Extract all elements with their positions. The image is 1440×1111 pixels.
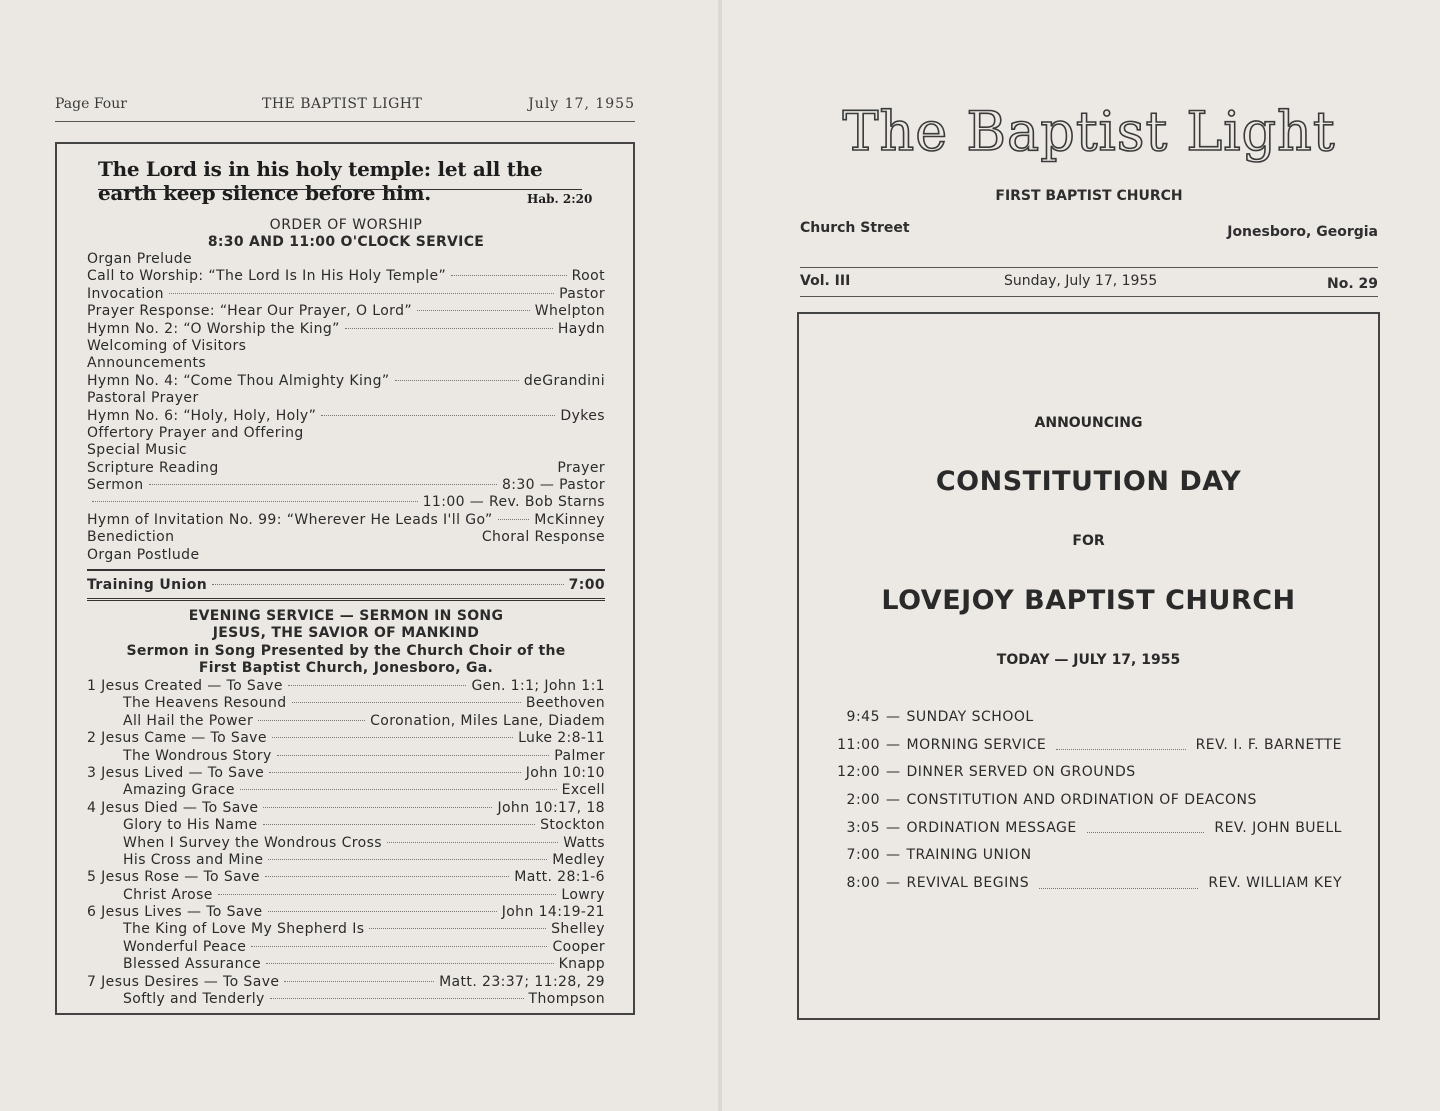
song-item [87, 800, 605, 817]
issue-rule-bottom [800, 296, 1378, 297]
song-item-reference: John 10:10 [525, 764, 605, 781]
volume: Vol. III [800, 273, 851, 289]
song-item-reference: Palmer [554, 747, 605, 764]
service-times: 8:30 AND 11:00 O'CLOCK SERVICE [207, 234, 485, 250]
song-item-title: Glory to His Name [123, 817, 258, 834]
song-item-title: Softly and Tenderly [123, 991, 265, 1008]
issue-date: Sunday, July 17, 1955 [1004, 273, 1158, 289]
song-item-title: 2 Jesus Came — To Save [87, 730, 267, 747]
schedule-item [832, 870, 1342, 898]
schedule-event: DINNER SERVED ON GROUNDS [906, 764, 1136, 781]
leader-dots [212, 584, 563, 585]
leader-dots [1087, 806, 1205, 834]
schedule-time: 3:05 [846, 819, 880, 836]
evening-line: Sermon in Song Presented by the Church Choir of the [126, 642, 566, 659]
order-item-right: McKinney [534, 511, 605, 528]
song-item [87, 678, 605, 695]
schedule-dash: — [886, 764, 901, 781]
song-item-title: His Cross and Mine [123, 851, 264, 868]
song-item-reference: John 10:17, 18 [497, 799, 605, 816]
order-item-right: Prayer [557, 459, 605, 476]
song-item-title: When I Survey the Wondrous Cross [123, 834, 382, 851]
song-item-title: All Hail the Power [123, 712, 254, 729]
song-item-title: Amazing Grace [123, 782, 235, 799]
order-item-title: Organ Postlude [87, 546, 200, 563]
running-date: July 17, 1955 [528, 96, 635, 112]
schedule-event: REVIVAL BEGINS [906, 875, 1030, 892]
church-name: FIRST BAPTIST CHURCH [995, 188, 1183, 204]
schedule-time: 11:00 [837, 736, 880, 753]
order-item [87, 355, 605, 372]
order-item [87, 251, 605, 268]
schedule-speaker: REV. I. F. BARNETTE [1195, 736, 1342, 753]
leader-dots [169, 293, 554, 294]
song-item [87, 730, 605, 747]
song-item [87, 904, 605, 921]
song-item-title: Wonderful Peace [123, 938, 247, 955]
song-item [87, 939, 605, 956]
song-item-title: The Heavens Resound [123, 695, 287, 712]
schedule-time: 2:00 [846, 792, 880, 809]
leader-dots [251, 946, 547, 947]
issue-rule-top [800, 267, 1378, 268]
leader-dots [1056, 723, 1185, 751]
song-item-reference: Medley [552, 851, 605, 868]
leader-dots [498, 519, 530, 520]
song-item-reference: Thompson [528, 991, 605, 1008]
leader-dots [240, 789, 557, 790]
order-item-right: deGrandini [523, 372, 605, 389]
evening-line: First Baptist Church, Jonesboro, Ga. [198, 660, 494, 677]
section-double-rule [87, 598, 605, 601]
song-item-reference: Excell [561, 782, 605, 799]
order-item-title: Welcoming of Visitors [87, 337, 247, 354]
church-city: Jonesboro, Georgia [1227, 224, 1378, 240]
motto-reference: Hab. 2:20 [527, 192, 593, 206]
song-item-reference: Stockton [540, 817, 605, 834]
for-label: FOR [1072, 533, 1105, 549]
scripture-motto: The Lord is in his holy temple: let all the earth keep silence before him. [98, 157, 543, 205]
order-item [87, 512, 605, 529]
song-item [87, 921, 605, 938]
evening-line: EVENING SERVICE — SERMON IN SONG [188, 608, 504, 624]
schedule-event: ORDINATION MESSAGE [906, 819, 1077, 836]
song-item-reference: Beethoven [525, 695, 605, 712]
schedule-dash: — [886, 736, 901, 753]
order-item-right: Haydn [557, 320, 605, 337]
order-item-title: Prayer Response: “Hear Our Prayer, O Lord” [87, 303, 413, 320]
schedule-speaker: REV. WILLIAM KEY [1208, 875, 1342, 892]
order-item-right: 11:00 — Rev. Bob Starns [422, 494, 605, 511]
song-item-reference: Watts [563, 834, 605, 851]
running-title: THE BAPTIST LIGHT [262, 96, 423, 112]
order-item [87, 460, 605, 477]
leader-dots [387, 842, 558, 843]
song-item-title: Christ Arose [123, 886, 213, 903]
leader-dots [270, 998, 524, 999]
leader-dots [288, 685, 467, 686]
order-item [87, 303, 605, 320]
order-item [87, 494, 605, 511]
schedule-dash: — [886, 847, 901, 864]
song-item-reference: Gen. 1:1; John 1:1 [471, 678, 605, 694]
order-of-worship-title: ORDER OF WORSHIP [269, 217, 423, 233]
sermon-in-song-list [87, 678, 605, 1008]
leader-dots [263, 807, 492, 808]
schedule-dash: — [886, 792, 901, 809]
schedule-time: 7:00 [846, 847, 880, 864]
song-item [87, 835, 605, 852]
schedule-event: CONSTITUTION AND ORDINATION OF DEACONS [906, 792, 1257, 809]
order-item-title: Hymn of Invitation No. 99: “Wherever He Leads I'll Go” [87, 511, 493, 528]
order-item-right: 8:30 — Pastor [501, 477, 605, 494]
song-item [87, 748, 605, 765]
leader-dots [269, 772, 521, 773]
order-item-title: Special Music [87, 442, 187, 459]
song-item-title: 5 Jesus Rose — To Save [87, 869, 260, 886]
leader-dots [395, 380, 519, 381]
schedule-event: MORNING SERVICE [906, 736, 1047, 753]
song-item-title: 3 Jesus Lived — To Save [87, 764, 265, 781]
order-item [87, 373, 605, 390]
leader-dots [258, 720, 365, 721]
schedule-item [832, 759, 1342, 787]
schedule-time: 12:00 [837, 764, 880, 781]
song-item-reference: Lowry [561, 886, 605, 903]
order-item-right: Choral Response [481, 529, 605, 546]
schedule-dash: — [886, 709, 901, 725]
church-street: Church Street [800, 220, 910, 236]
order-item [87, 477, 605, 494]
song-item [87, 713, 605, 730]
leader-dots [277, 755, 550, 756]
leader-dots [345, 328, 553, 329]
order-item-title: Hymn No. 6: “Holy, Holy, Holy” [87, 407, 317, 424]
song-item-reference: Matt. 23:37; 11:28, 29 [439, 973, 605, 990]
song-item [87, 782, 605, 799]
evening-line: JESUS, THE SAVIOR OF MANKIND [212, 625, 480, 642]
today-date: TODAY — JULY 17, 1955 [996, 652, 1181, 668]
leader-dots [292, 702, 521, 703]
order-item [87, 408, 605, 425]
song-item [87, 817, 605, 834]
schedule-item [832, 732, 1342, 760]
song-item [87, 695, 605, 712]
song-item [87, 887, 605, 904]
song-item [87, 869, 605, 886]
leader-dots [268, 911, 497, 912]
order-item-title: Announcements [87, 355, 207, 372]
song-item-title: 1 Jesus Created — To Save [87, 678, 283, 694]
song-item-title: The King of Love My Shepherd Is [123, 921, 365, 938]
order-item [87, 338, 605, 355]
leader-dots [92, 501, 418, 502]
song-item-reference: John 14:19-21 [501, 904, 605, 921]
order-item [87, 425, 605, 442]
schedule-time: 8:00 [846, 875, 880, 892]
order-item-title: Hymn No. 2: “O Worship the King” [87, 320, 340, 337]
motto-rule [98, 189, 582, 190]
order-item-title: Invocation [87, 285, 164, 302]
song-item-reference: Cooper [552, 938, 605, 955]
leader-dots [218, 894, 557, 895]
church-title: LOVEJOY BAPTIST CHURCH [881, 585, 1296, 616]
song-item-reference: Luke 2:8-11 [518, 730, 605, 747]
schedule-item [832, 815, 1342, 843]
order-item [87, 268, 605, 285]
leader-dots [284, 981, 434, 982]
song-item [87, 852, 605, 869]
order-item-title: Call to Worship: “The Lord Is In His Holy Temple” [87, 268, 447, 285]
leader-dots [369, 928, 546, 929]
order-item-title: Organ Prelude [87, 251, 193, 267]
evening-header [87, 608, 605, 678]
song-item-title: Blessed Assurance [123, 956, 262, 973]
masthead-title: The Baptist Light [842, 100, 1336, 163]
order-item-right: Root [571, 268, 605, 285]
song-item-title: 6 Jesus Lives — To Save [87, 904, 263, 921]
order-item [87, 286, 605, 303]
schedule-dash: — [886, 819, 901, 836]
issue-number: No. 29 [1326, 276, 1378, 292]
training-union-label: Training Union [87, 577, 208, 593]
order-item [87, 442, 605, 459]
song-item-reference: Coronation, Miles Lane, Diadem [370, 712, 605, 729]
leader-dots [265, 876, 509, 877]
song-item-reference: Knapp [558, 956, 605, 973]
page-number: Page Four [55, 96, 127, 112]
song-item-title: The Wondrous Story [123, 747, 272, 764]
training-union-row [87, 577, 605, 594]
training-union-time: 7:00 [568, 577, 605, 593]
left-running-header [55, 96, 635, 116]
song-item [87, 974, 605, 991]
leader-dots [451, 275, 567, 276]
schedule-event: TRAINING UNION [906, 847, 1032, 864]
song-item-reference: Shelley [551, 921, 605, 938]
order-item-title: Hymn No. 4: “Come Thou Almighty King” [87, 372, 390, 389]
leader-dots [268, 859, 547, 860]
song-item-reference: Matt. 28:1-6 [514, 869, 605, 886]
leader-dots [1039, 861, 1198, 889]
order-item-title: Pastoral Prayer [87, 390, 199, 407]
announcing-label: ANNOUNCING [1034, 415, 1143, 431]
schedule-speaker: REV. JOHN BUELL [1214, 819, 1342, 836]
leader-dots [149, 484, 497, 485]
song-item [87, 956, 605, 973]
leader-dots [321, 415, 555, 416]
order-item [87, 529, 605, 546]
order-item [87, 321, 605, 338]
section-rule [87, 569, 605, 571]
song-item [87, 765, 605, 782]
order-item [87, 390, 605, 407]
order-item-right: Dykes [560, 407, 605, 424]
order-item-title: Sermon [87, 477, 144, 494]
leader-dots [263, 824, 536, 825]
song-item-title: 7 Jesus Desires — To Save [87, 973, 280, 990]
song-item-title: 4 Jesus Died — To Save [87, 799, 259, 816]
schedule-event: SUNDAY SCHOOL [906, 709, 1034, 725]
header-rule [55, 121, 635, 122]
schedule-dash: — [886, 875, 901, 892]
event-title: CONSTITUTION DAY [935, 466, 1242, 497]
schedule-time: 9:45 [846, 709, 880, 725]
song-item [87, 991, 605, 1008]
leader-dots [266, 963, 554, 964]
leader-dots [417, 310, 530, 311]
order-item-title: Offertory Prayer and Offering [87, 424, 304, 441]
order-item-title: Scripture Reading [87, 459, 219, 476]
order-item-title: Benediction [87, 529, 175, 546]
order-of-worship-list [87, 251, 605, 564]
order-item-right: Pastor [559, 285, 605, 302]
order-item [87, 547, 605, 564]
order-item-right: Whelpton [534, 303, 605, 320]
leader-dots [272, 737, 513, 738]
schedule-list [832, 704, 1342, 898]
